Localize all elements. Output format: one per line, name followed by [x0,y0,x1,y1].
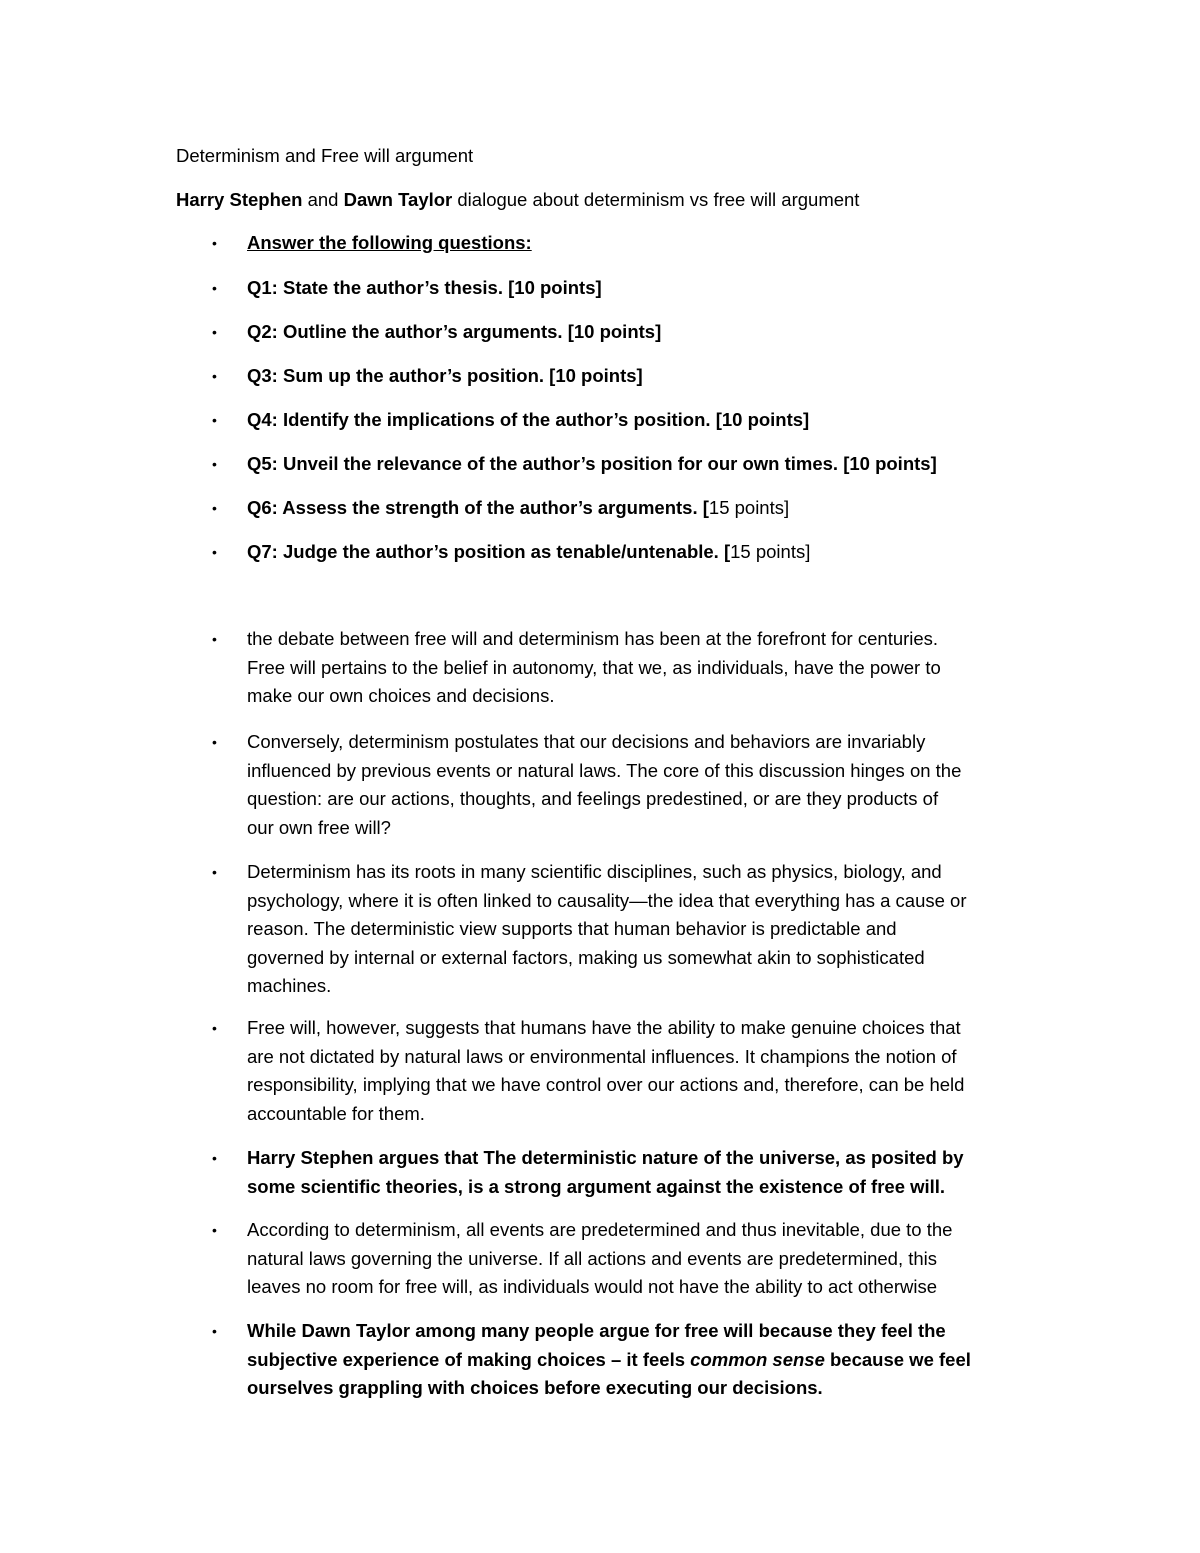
bullet-icon: • [212,1150,217,1166]
question-text: Q5: Unveil the relevance of the author’s position for our own times. [10 points] [247,453,937,474]
bullet-icon: • [212,631,217,647]
paragraph-text: the debate between free will and determinism has been at the forefront for centuries. Free will pertains to the belief in autonomy, that we, as individuals, have the power to make our own choices and decisions. [247,628,941,706]
bullet-icon: • [212,864,217,880]
bullet-icon: • [212,456,217,472]
questions-heading: Answer the following questions: [247,232,532,253]
document-subtitle [176,186,859,214]
question-text: Q2: Outline the author’s arguments. [10 points] [247,321,662,342]
emphasis-common-sense: common sense [690,1348,825,1370]
bullet-icon: • [212,1020,217,1036]
question-text: Q4: Identify the implications of the author’s position. [10 points] [247,409,810,430]
paragraph-text: According to determinism, all events are predetermined and thus inevitable, due to the natural laws governing the universe. If all actions and events are predetermined, this leaves no room for free will, as individuals would not have the ability to act otherwise [247,1219,953,1297]
bullet-icon: • [212,235,217,251]
bullet-icon: • [212,500,217,516]
bullet-icon: • [212,368,217,384]
bullet-icon: • [212,1222,217,1238]
question-text: Q6: Assess the strength of the author’s arguments. [15 points] [247,497,790,518]
bullet-icon: • [212,544,217,560]
bullet-icon: • [212,1323,217,1339]
question-text: Q7: Judge the author’s position as tenable/untenable. [15 points] [247,541,811,562]
bullet-icon: • [212,280,217,296]
question-text: Q1: State the author’s thesis. [10 points] [247,277,602,298]
paragraph-text: While Dawn Taylor among many people argue for free will because they feel the subjective experience of making choices – it feels common sense because we feel ourselves grappling with choices before executing our decisions. [247,1320,971,1398]
paragraph-text: Conversely, determinism postulates that our decisions and behaviors are invariably influenced by previous events or natural laws. The core of this discussion hinges on the question: are our actions, thoughts, and feelings predestined, or are they products of our own free will? [247,731,962,838]
bullet-icon: • [212,412,217,428]
author-name-dawn: Dawn Taylor [343,189,453,210]
bullet-icon: • [212,734,217,750]
bullet-icon: • [212,324,217,340]
author-name-harry: Harry Stephen [176,189,303,210]
question-text: Q3: Sum up the author’s position. [10 points] [247,365,643,386]
subtitle-conjunction: and [302,189,344,210]
subtitle-rest: dialogue about determinism vs free will argument [452,189,860,210]
paragraph-text: Free will, however, suggests that humans have the ability to make genuine choices that are not dictated by natural laws or environmental influences. It champions the notion of responsibility, implying that we have control over our actions and, therefore, can be held accountable for them. [247,1017,965,1124]
paragraph-text: Harry Stephen argues that The deterministic nature of the universe, as posited by some scientific theories, is a strong argument against the existence of free will. [247,1147,964,1197]
document-title: Determinism and Free will argument [176,145,474,166]
paragraph-text: Determinism has its roots in many scientific disciplines, such as physics, biology, and psychology, where it is often linked to causality—the idea that everything has a cause or reason. The deterministic view supports that human behavior is predictable and governed by internal or external factors, making us somewhat akin to sophisticated machines. [247,861,967,996]
